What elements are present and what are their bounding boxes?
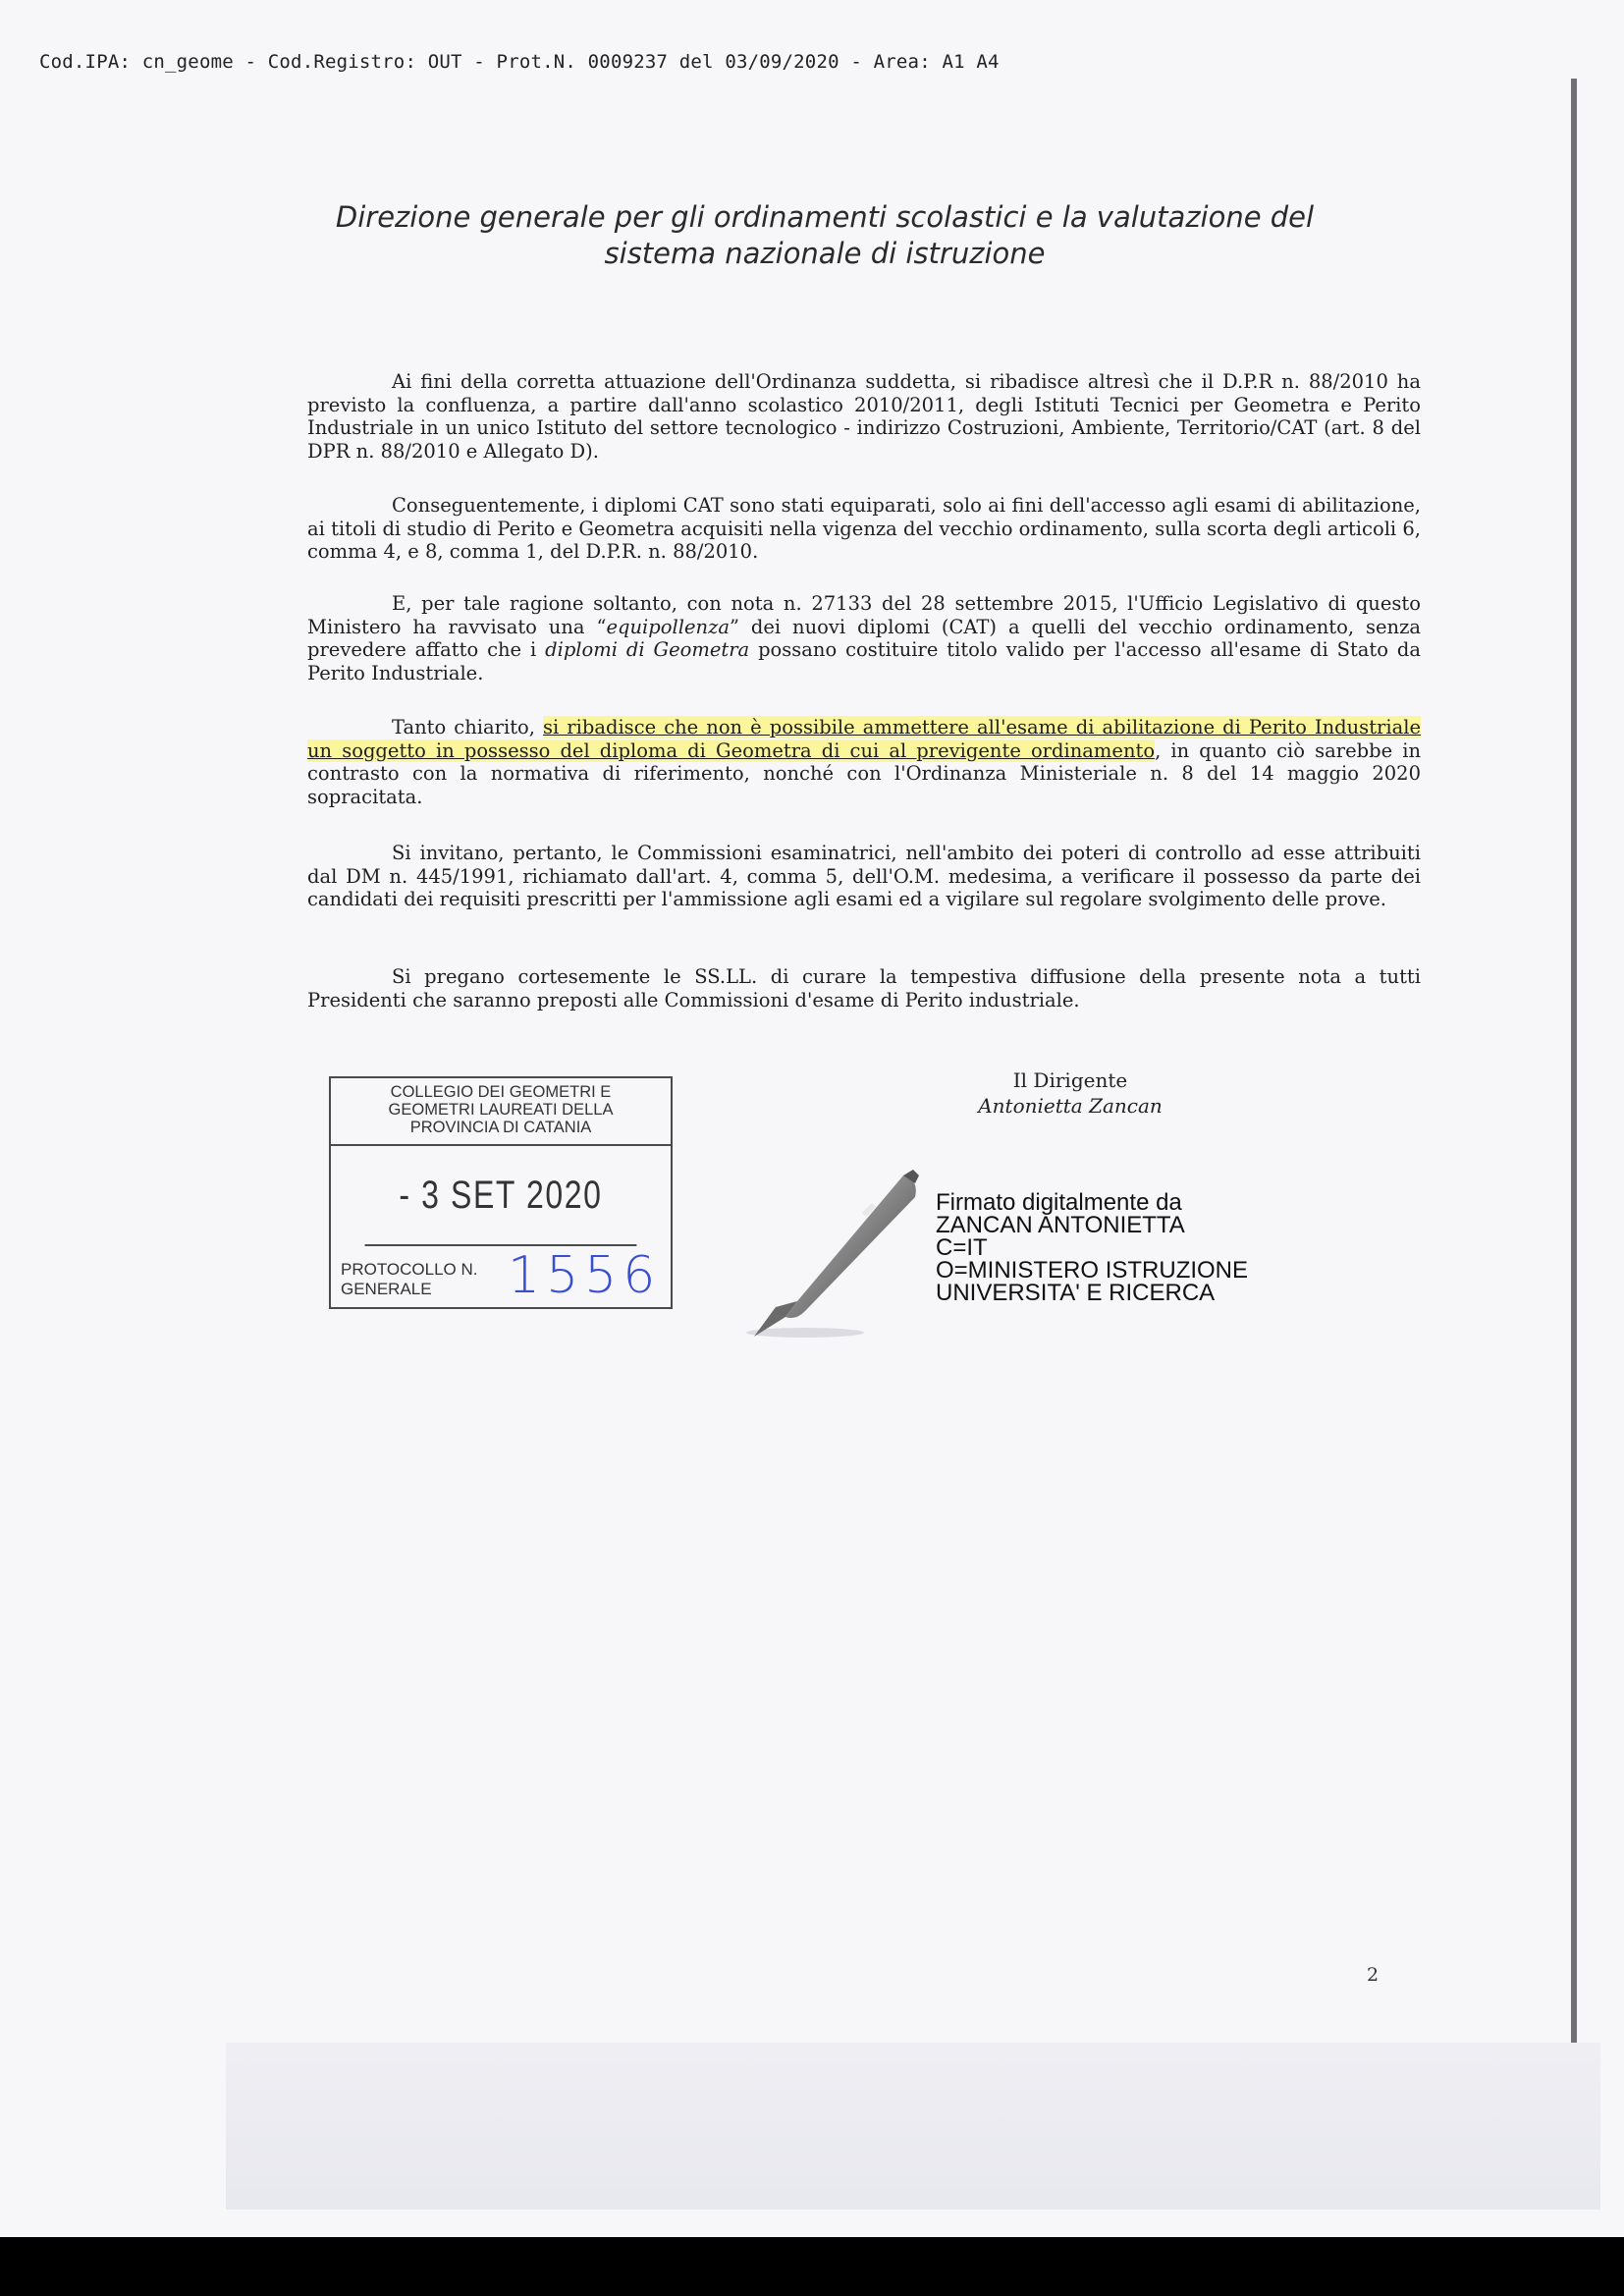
paragraph-1 xyxy=(307,370,1421,463)
signer-name: Antonietta Zancan xyxy=(978,1094,1163,1118)
paragraph-3-emphasis-2: diplomi di Geometra xyxy=(545,638,750,661)
digital-signature-line-2: ZANCAN ANTONIETTA xyxy=(936,1212,1185,1238)
stamp-date: - 3 SET 2020 xyxy=(365,1146,637,1246)
paragraph-5 xyxy=(307,842,1421,911)
paragraph-6 xyxy=(307,965,1421,1011)
registry-line: Cod.IPA: cn_geome - Cod.Registro: OUT - Prot.N. 0009237 del 03/09/2020 - Area: A1 A4 xyxy=(39,51,1000,73)
stamp-org-line-1: COLLEGIO DEI GEOMETRI E xyxy=(390,1083,612,1101)
scan-edge xyxy=(1571,79,1577,2043)
paragraph-4-text-b: , in quanto ciò sarebbe in contrasto con la normativa di riferimento, nonché con l'Ordinanza Ministeriale n. 8 del 14 maggio 2020 sopracitata. xyxy=(307,738,1421,808)
page-title: Direzione generale per gli ordinamenti scolastici e la valutazione del sistema nazionale di istruzione xyxy=(335,200,1315,270)
digital-signature-line-3: C=IT xyxy=(936,1234,988,1261)
paragraph-6-text: Si pregano cortesemente le SS.LL. di curare la tempestiva diffusione della presente nota a tutti Presidenti che saranno preposti alle Commissioni d'esame di Perito industriale. xyxy=(307,965,1421,1011)
paragraph-4 xyxy=(307,716,1421,808)
paragraph-2 xyxy=(307,494,1421,564)
page-number: 2 xyxy=(1367,1964,1380,1986)
paragraph-5-text: Si invitano, pertanto, le Commissioni esaminatrici, nell'ambito dei poteri di controllo ad esse attribuiti dal DM n. 445/1991, richiamato dall'art. 4, comma 5, dell'O.M. medesima, a verificare il possesso da parte dei candidati dei requisiti prescritti per l'ammissione agli esami ed a vigilare sul regolare svolgimento delle prove. xyxy=(307,842,1421,910)
stamp-protocol-number: 1556 xyxy=(508,1246,662,1305)
stamp-protocol-line-2: GENERALE xyxy=(341,1280,432,1298)
paragraph-1-text: Ai fini della corretta attuazione dell'Ordinanza suddetta, si ribadisce altresì che il D.P.R n. 88/2010 ha previsto la confluenza, a partire dall'anno scolastico 2010/2011, degli Istituti Tecnici per Geometra e Perito Industriale in un unico Istituto del settore tecnologico - indirizzo Costruzioni, Ambiente, Territorio/CAT (art. 8 del DPR n. 88/2010 e Allegato D). xyxy=(307,370,1421,463)
scan-shadow xyxy=(226,2043,1600,2210)
protocol-stamp xyxy=(329,1076,673,1309)
digital-signature-line-5: UNIVERSITA' E RICERCA xyxy=(936,1280,1216,1306)
digital-signature-line-1: Firmato digitalmente da xyxy=(936,1189,1182,1216)
paragraph-4-text-a: Tanto chiarito, xyxy=(392,716,544,738)
digital-signature xyxy=(936,1191,1248,1304)
paragraph-3-text-a: E, per tale ragione soltanto, con nota n. 27133 del 28 settembre 2015, l'Ufficio Legislativo di questo Ministero ha ravvisato una “ xyxy=(307,592,1421,638)
paragraph-3 xyxy=(307,592,1421,684)
highlighted-text: si ribadisce che non è possibile ammettere all'esame di abilitazione di Perito Industriale un soggetto in possesso del diploma di Geometra di cui al previgente ordinamento xyxy=(307,716,1421,762)
stamp-protocol xyxy=(331,1246,671,1310)
paragraph-3-text-b: ” dei nuovi diplomi (CAT) a quelli del vecchio ordinamento, senza prevedere affatto che i xyxy=(307,615,1421,661)
stamp-protocol-line-1: PROTOCOLLO N. xyxy=(341,1260,478,1279)
paragraph-3-emphasis-1: equipollenza xyxy=(606,615,730,638)
digital-signature-line-4: O=MINISTERO ISTRUZIONE xyxy=(936,1257,1249,1284)
stamp-protocol-label xyxy=(341,1260,478,1299)
signature-block xyxy=(923,1067,1218,1119)
stamp-organization xyxy=(331,1078,671,1146)
signer-role: Il Dirigente xyxy=(1012,1068,1128,1092)
stamp-org-line-3: PROVINCIA DI CATANIA xyxy=(409,1119,592,1136)
pen-icon xyxy=(746,1164,933,1345)
stamp-org-line-2: GEOMETRI LAUREATI DELLA xyxy=(388,1101,614,1119)
paragraph-2-text: Conseguentemente, i diplomi CAT sono stati equiparati, solo ai fini dell'accesso agli esami di abilitazione, ai titoli di studio di Perito e Geometra acquisiti nella vigenza del vecchio ordinamento, sulla scorta degli articoli 6, comma 4, e 8, comma 1, del D.P.R. n. 88/2010. xyxy=(307,494,1421,563)
paragraph-3-text-c: possano costituire titolo valido per l'accesso all'esame di Stato da Perito Industriale. xyxy=(307,638,1421,684)
